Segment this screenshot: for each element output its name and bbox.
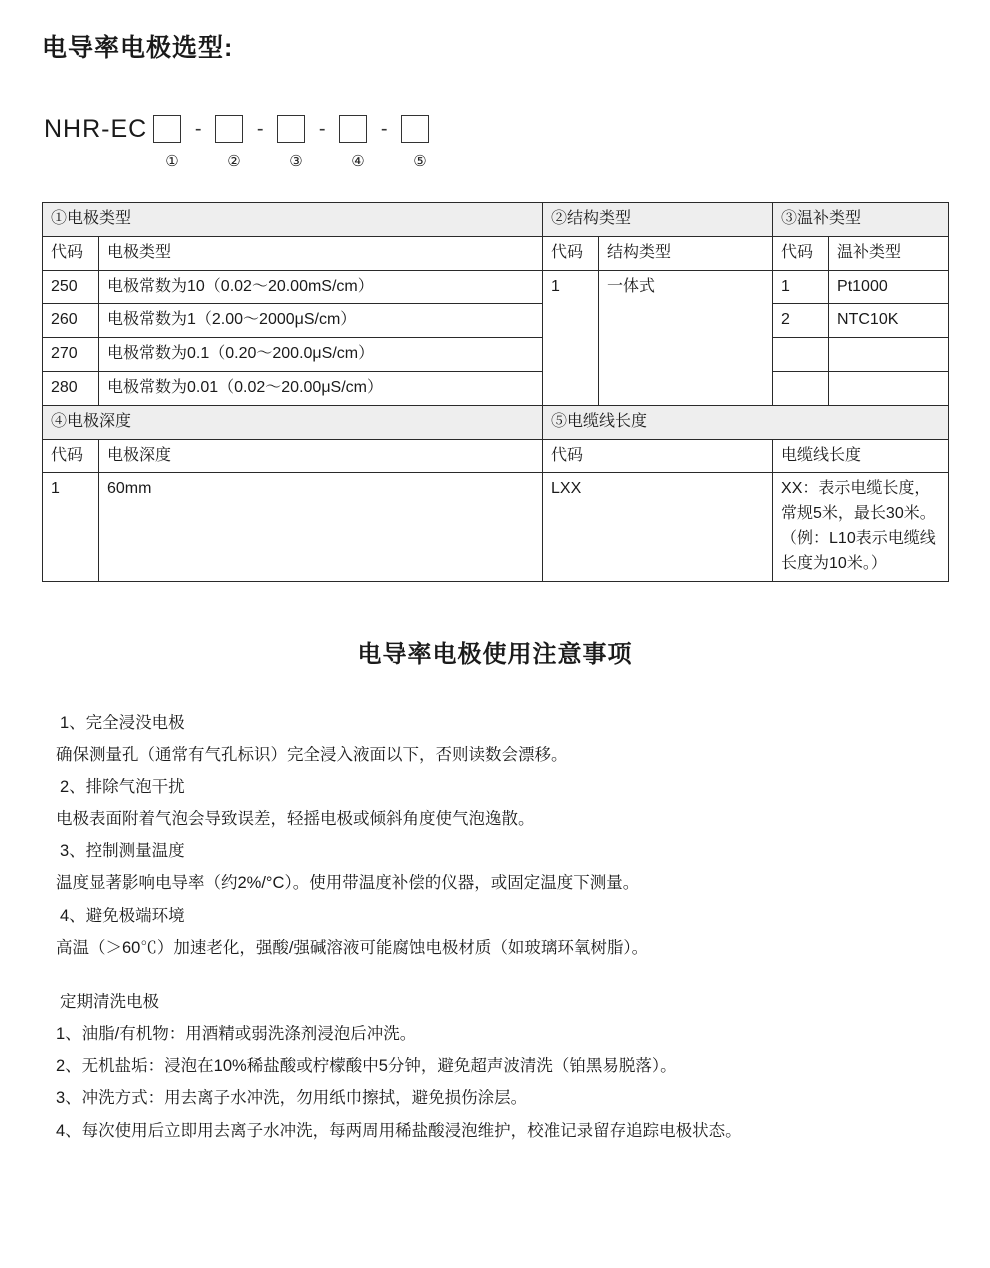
model-code-marker-3: ③ (289, 153, 303, 170)
model-code-box-5[interactable] (401, 115, 429, 143)
model-code-marker-1: ① (165, 153, 179, 170)
note-heading: 3、控制测量温度 (60, 842, 185, 861)
note-text: 温度显著影响电导率（约2%/°C）。使用带温度补偿的仪器，或固定温度下测量。 (56, 874, 640, 893)
model-code-markers (141, 152, 990, 170)
cleaning-item: 3、冲洗方式：用去离子水冲洗，勿用纸巾擦拭，避免损伤涂层。 (56, 1089, 528, 1108)
col-desc-electrode-depth: 电极深度 (99, 439, 543, 473)
note-heading: 4、避免极端环境 (60, 906, 185, 925)
cleaning-item: 2、无机盐垢：浸泡在10%稀盐酸或柠檬酸中5分钟，避免超声波清洗（铂黑易脱落）。 (56, 1057, 677, 1076)
model-code-marker-4: ④ (351, 153, 365, 170)
cell-empty (773, 371, 829, 405)
model-code-separator-2: - (256, 117, 264, 140)
model-code-box-3[interactable] (277, 115, 305, 143)
col-desc-electrode-type: 电极类型 (99, 236, 543, 270)
table-row (43, 338, 949, 372)
cell-desc: 电极常数为0.01（0.02～20.00μS/cm） (99, 371, 543, 405)
table-row-header-group (43, 203, 949, 237)
model-code-prefix: NHR-EC (44, 114, 148, 143)
col-code-cable-length: 代码 (543, 439, 773, 473)
table-row-subheader (43, 236, 949, 270)
table-row (43, 304, 949, 338)
col-code-structure-type: 代码 (543, 236, 599, 270)
cell-code: 2 (773, 304, 829, 338)
model-code-separator-1: - (194, 117, 202, 140)
cell-code: 1 (543, 270, 599, 405)
notes-body (0, 707, 990, 1147)
selection-table-upper (42, 202, 949, 582)
cell-code: 260 (43, 304, 99, 338)
cell-desc: 电极常数为1（2.00～2000μS/cm） (99, 304, 543, 338)
model-code-box-4[interactable] (339, 115, 367, 143)
cleaning-item: 4、每次使用后立即用去离子水冲洗，每两周用稀盐酸浸泡维护，校准记录留存追踪电极状态。 (56, 1121, 742, 1140)
cell-code: 270 (43, 338, 99, 372)
cell-desc-line: （例：L10表示电缆线 (781, 529, 936, 547)
spacer (56, 964, 934, 986)
document-page (0, 28, 990, 1268)
cell-desc: NTC10K (829, 304, 949, 338)
cell-desc-line: XX：表示电缆长度， (781, 480, 931, 498)
cell-code: LXX (543, 473, 773, 581)
cell-code: 280 (43, 371, 99, 405)
cell-desc: 电极常数为0.1（0.20～200.0μS/cm） (99, 338, 543, 372)
note-heading: 1、完全浸没电极 (60, 713, 185, 732)
cell-code: 1 (43, 473, 99, 581)
note-text: 电极表面附着气泡会导致误差，轻摇电极或倾斜角度使气泡逸散。 (56, 810, 535, 829)
col-code-electrode-depth: 代码 (43, 439, 99, 473)
table-row (43, 473, 949, 581)
cleaning-title: 定期清洗电极 (60, 992, 159, 1011)
table-row-header-group (43, 405, 949, 439)
cleaning-item: 1、油脂/有机物：用酒精或弱洗涤剂浸泡后冲洗。 (56, 1025, 417, 1044)
col-code-electrode-type: 代码 (43, 236, 99, 270)
header-structure-type: ②结构类型 (543, 203, 773, 237)
cell-empty (773, 338, 829, 372)
model-code-box-1[interactable] (153, 115, 181, 143)
cell-desc: 电极常数为10（0.02～20.00mS/cm） (99, 270, 543, 304)
col-desc-cable-length: 电缆线长度 (773, 439, 949, 473)
header-electrode-type: ①电极类型 (43, 203, 543, 237)
cell-desc: 60mm (99, 473, 543, 581)
model-code-separator-3: - (318, 117, 326, 140)
col-desc-temp-comp-type: 温补类型 (829, 236, 949, 270)
note-text: 高温（＞60℃）加速老化，强酸/强碱溶液可能腐蚀电极材质（如玻璃环氧树脂）。 (56, 938, 649, 957)
table-row (43, 270, 949, 304)
header-electrode-depth: ④电极深度 (43, 405, 543, 439)
cell-empty (829, 371, 949, 405)
header-temp-comp-type: ③温补类型 (773, 203, 949, 237)
col-code-temp-comp-type: 代码 (773, 236, 829, 270)
note-heading: 2、排除气泡干扰 (60, 777, 185, 796)
model-code-box-2[interactable] (215, 115, 243, 143)
cell-desc: Pt1000 (829, 270, 949, 304)
model-code-row (44, 112, 990, 146)
notes-title: 电导率电极使用注意事项 (357, 640, 633, 668)
model-code-separator-4: - (380, 117, 388, 140)
cell-desc: 一体式 (599, 270, 773, 405)
cell-desc-line: 长度为10米。） (781, 554, 887, 572)
table-row-subheader (43, 439, 949, 473)
note-text: 确保测量孔（通常有气孔标识）完全浸入液面以下，否则读数会漂移。 (56, 745, 568, 764)
header-cable-length: ⑤电缆线长度 (543, 405, 949, 439)
model-code-marker-2: ② (227, 153, 241, 170)
page-title: 电导率电极选型: (42, 34, 234, 62)
cell-desc-line: 常规5米，最长30米。 (781, 505, 936, 523)
table-row (43, 371, 949, 405)
col-desc-structure-type: 结构类型 (599, 236, 773, 270)
model-code-marker-5: ⑤ (413, 153, 427, 170)
cell-code: 1 (773, 270, 829, 304)
cell-code: 250 (43, 270, 99, 304)
cell-empty (829, 338, 949, 372)
cell-desc (773, 473, 949, 581)
model-code-builder (44, 112, 990, 180)
